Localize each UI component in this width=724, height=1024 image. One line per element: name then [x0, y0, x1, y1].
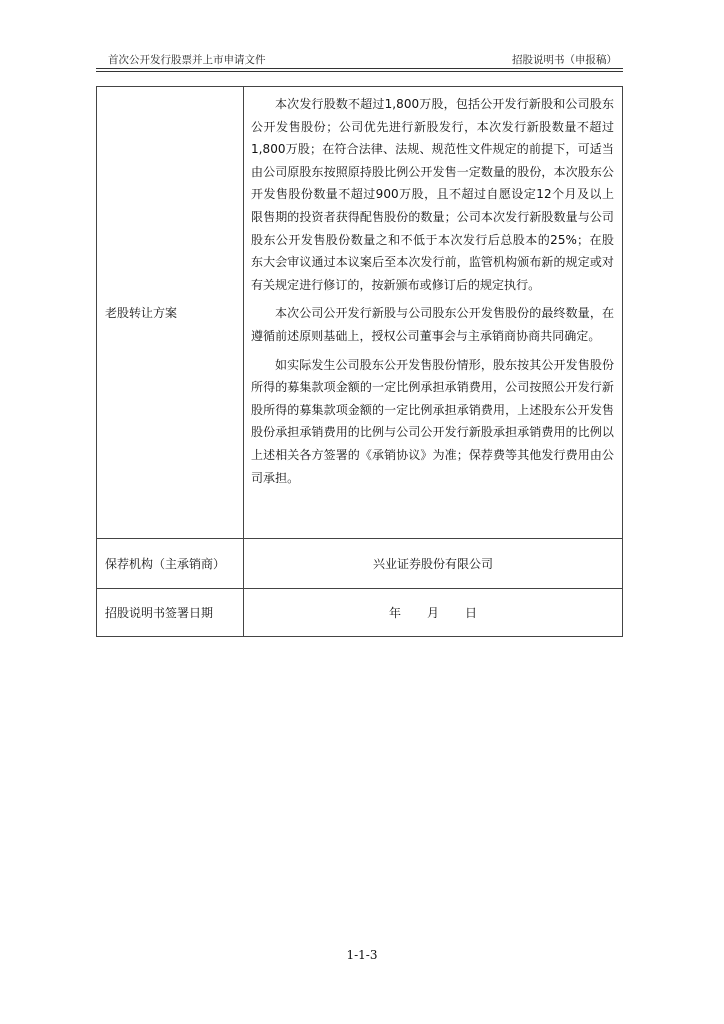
date-year: 年 [388, 606, 401, 620]
table-row-sponsor [97, 539, 623, 589]
sponsor-value: 兴业证券股份有限公司 [244, 539, 623, 589]
header-document-title: 首次公开发行股票并上市申请文件 [108, 54, 266, 66]
page-number: 1-1-3 [346, 948, 378, 962]
share-transfer-paragraph-2: 本次公司公开发行新股与公司股东公开发售股份的最终数量，在遵循前述原则基础上，授权公司董事会与主承销商协商共同确定。 [251, 306, 614, 343]
sponsor-label: 保荐机构（主承销商） [97, 539, 244, 589]
signing-date-label: 招股说明书签署日期 [97, 589, 244, 637]
share-transfer-paragraph-1: 本次发行股数不超过1,800万股，包括公开发行新股和公司股东公开发售股份；公司优先进行新股发行，本次发行新股数量不超过1,800万股；在符合法律、法规、规范性文件规定的前提下，可适当由公司原股东按照原持股比例公开发售一定数量的股份，本次股东公开发售股份数量不超过900万股，且不超过自愿设定12个月及以上限售期的投资者获得配售股份的数量；公司本次发行新股数量与公司股东公开发售股份数量之和不低于本次发行后总股本的25%；在股东大会审议通过本议案后至本次发行前，监管机构颁布新的规定或对有关规定进行修订的，按新颁布或修订后的规定执行。 [251, 97, 614, 292]
share-transfer-content [244, 87, 623, 539]
date-month: 月 [426, 606, 439, 620]
page-header [96, 52, 623, 66]
header-rule-bottom [96, 71, 623, 72]
header-document-type: 招股说明书（申报稿） [512, 54, 617, 66]
share-transfer-label: 老股转让方案 [97, 87, 244, 539]
table-row-share-transfer [97, 87, 623, 539]
signing-date-value [244, 589, 623, 637]
offering-info-table [96, 86, 623, 637]
date-day: 日 [465, 606, 478, 620]
table-row-signing-date [97, 589, 623, 637]
share-transfer-paragraph-3: 如实际发生公司股东公开发售股份情形，股东按其公开发售股份所得的募集款项金额的一定比例承担承销费用，公司按照公开发行新股所得的募集款项金额的一定比例承担承销费用，上述股东公开发售股份承担承销费用的比例与公司公开发行新股承担承销费用的比例以上述相关各方签署的《承销协议》为准；保荐费等其他发行费用由公司承担。 [251, 357, 614, 485]
header-rule-top [96, 68, 623, 69]
